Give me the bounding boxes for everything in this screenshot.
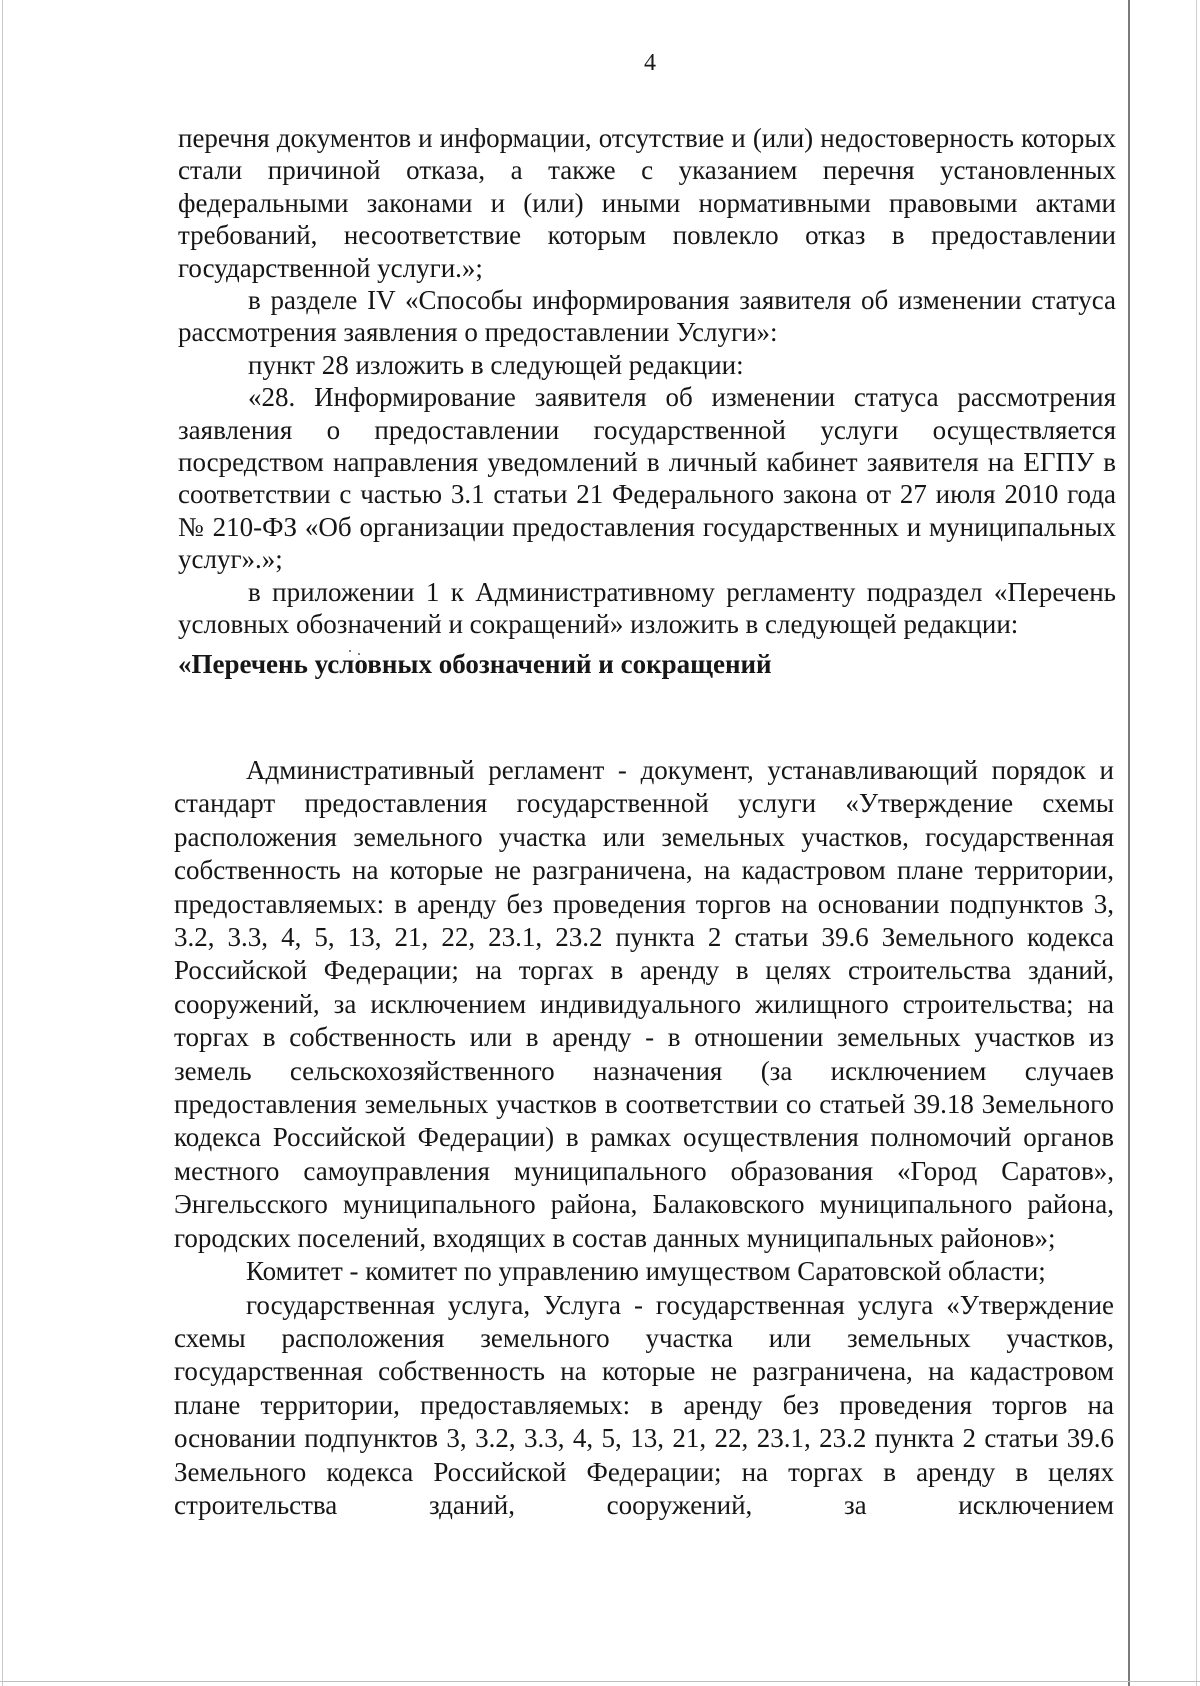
paragraph-appendix-1: в приложении 1 к Административному регламенту подраздел «Перечень условных обозначений и сокращений» изложить в следующей редакции: (178, 576, 1116, 640)
document-body-top (178, 122, 1116, 680)
document-body-bottom (174, 754, 1114, 1522)
scan-edge-bottom (0, 1681, 1200, 1682)
paragraph-section-iv: в разделе IV «Способы информирования заявителя об изменении статуса рассмотрения заявления о предоставлении Услуги»: (178, 285, 1116, 348)
paragraph-committee: Комитет - комитет по управлению имуществом Саратовской области; (246, 1256, 1046, 1287)
page-number: 4 (644, 50, 656, 76)
section-heading: «Перечень условных обозначений и сокращений (178, 648, 772, 679)
paragraph-item-28-intro: пункт 28 изложить в следующей редакции: (248, 349, 744, 380)
paragraph-item-28: «28. Информирование заявителя об изменении статуса рассмотрения заявления о предоставлении государственной услуги осуществляется посредством направления уведомлений в личный кабинет заявителя на ЕГПУ в соответствии с частью 3.1 статьи 21 Федерального закона от 27 июля 2010 года № 210-ФЗ «Об организации предоставления государственных и муниципальных услуг».»; (178, 382, 1116, 575)
paragraph-admin-regulation: Административный регламент - документ, устанавливающий порядок и стандарт предоставления государственной услуги «Утверждение схемы расположения земельного участка или земельных участков, государственная собственность на которые не разграничена, на кадастровом плане территории, предоставляемых: в аренду без проведения торгов на основании подпунктов 3, 3.2, 3.3, 4, 5, 13, 21, 22, 23.1, 23.2 пункта 2 статьи 39.6 Земельного кодекса Российской Федерации; на торгах в аренду в целях строительства зданий, сооружений, за исключением индивидуального жилищного строительства; на торгах в собственность или в аренду - в отношении земельных участков из земель сельскохозяйственного назначения (за исключением случаев предоставления земельных участков в соответствии со статьей 39.18 Земельного кодекса Российской Федерации) в рамках осуществления полномочий органов местного самоуправления муниципального образования «Город Саратов», Энгельсского муниципального района, Балаковского муниципального района, городских поселений, входящих в состав данных муниципальных районов»; (174, 755, 1114, 1253)
scan-edge-left (2, 0, 3, 1686)
scan-edge-right (1128, 0, 1130, 1686)
paragraph-state-service: государственная услуга, Услуга - государственная услуга «Утверждение схемы расположения земельного участка или земельных участков, государственная собственность на которые не разграничена, на кадастровом плане территории, предоставляемых: в аренду без проведения торгов на основании подпунктов 3, 3.2, 3.3, 4, 5, 13, 21, 22, 23.1, 23.2 пункта 2 статьи 39.6 Земельного кодекса Российской Федерации; на торгах в аренду в целях строительства зданий, сооружений, за исключением (174, 1289, 1114, 1520)
paragraph-continuation: перечня документов и информации, отсутствие и (или) недостоверность которых стали причиной отказа, а также с указанием перечня установленных федеральными законами и (или) иными нормативными правовыми актами требований, несоответствие которым повлекло отказ в предоставлении государственной услуги.»; (178, 123, 1116, 283)
scan-edge-right-outer (1196, 0, 1197, 1686)
